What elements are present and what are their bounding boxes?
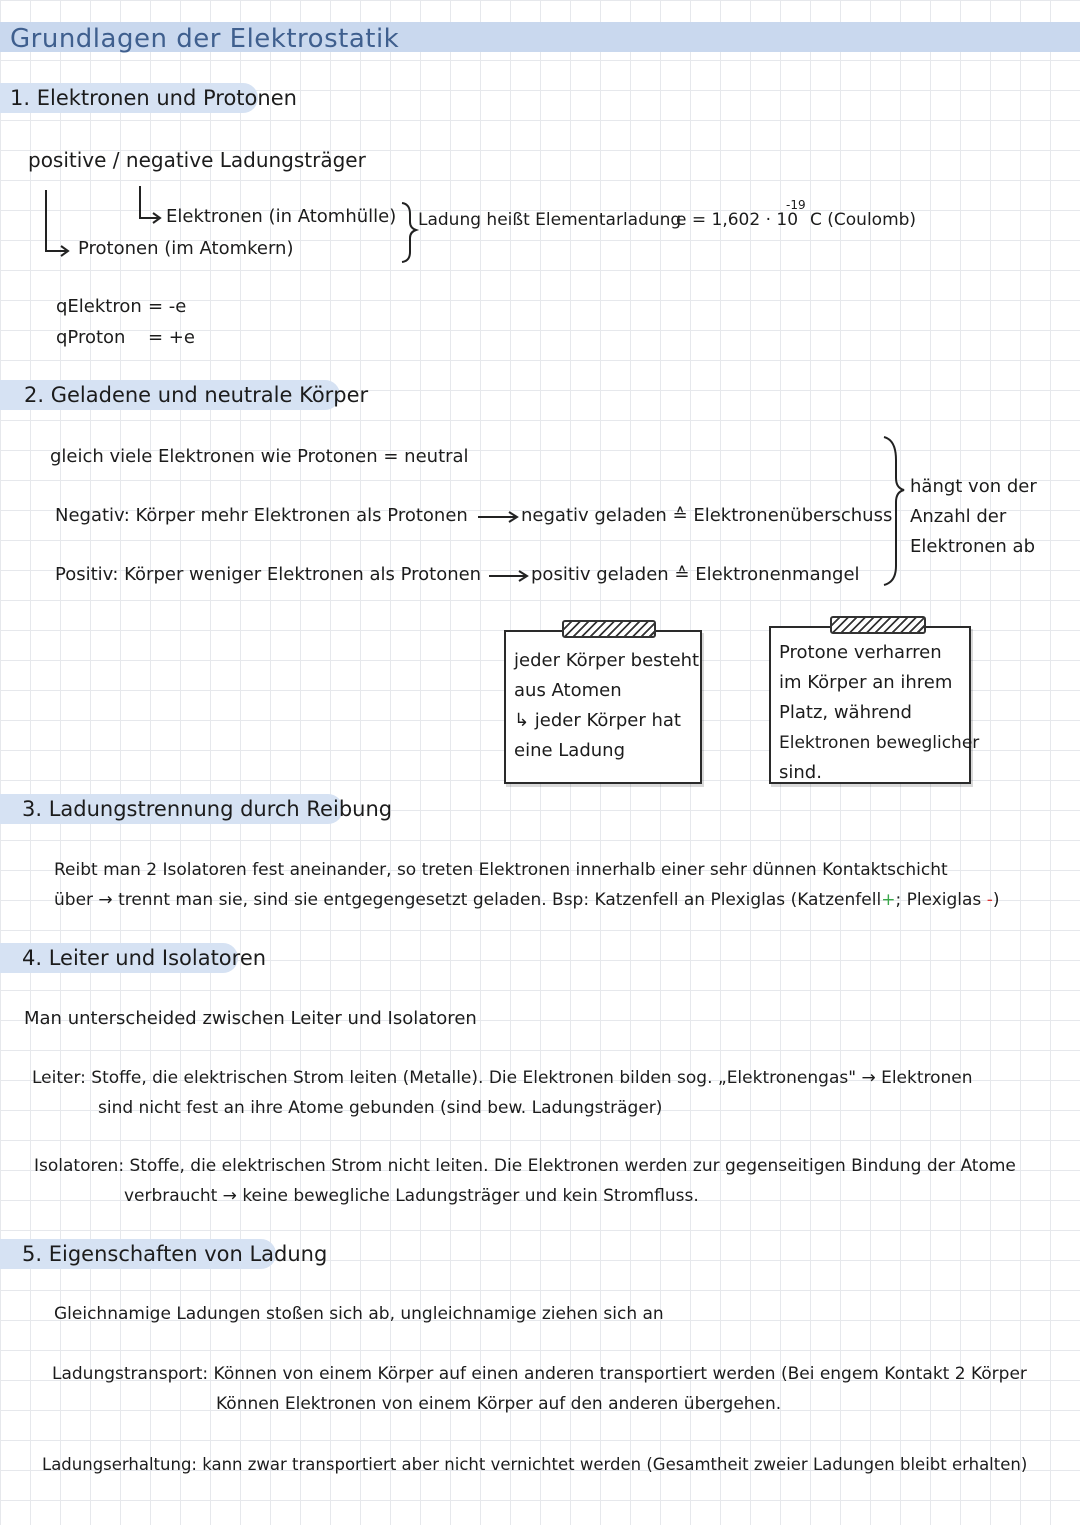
page-title: Grundlagen der Elektrostatik (10, 24, 400, 54)
note2-line: Protone verharren (779, 642, 942, 663)
s3-line-2-text: über → trennt man sie, sind sie entgegengesetzt geladen. Bsp: Katzenfell an Plexiglas (Katzenfell (54, 890, 882, 910)
negative-text: Negativ: Körper mehr Elektronen als Protonen (55, 505, 468, 526)
note1-line: ↳ jeder Körper hat (514, 710, 681, 731)
s5-paragraph-2a: Ladungstransport: Können von einem Körper auf einen anderen transportiert werden (Bei engem Kontakt 2 Körper (52, 1364, 1027, 1384)
s5-paragraph-1: Gleichnamige Ladungen stoßen sich ab, ungleichnamige ziehen sich an (54, 1304, 664, 1324)
section-4-heading: 4. Leiter und Isolatoren (22, 946, 267, 970)
q-electron-label: qElektron (56, 296, 142, 317)
side-note-1: hängt von der (910, 476, 1037, 497)
e-unit: C (Coulomb) (810, 210, 917, 230)
electrons-text: Elektronen (in Atomhülle) (166, 206, 397, 227)
s3-mid: ; Plexiglas (895, 890, 982, 910)
note2-line: Platz, während (779, 702, 912, 723)
tape-icon (830, 616, 926, 634)
note2-line: Elektronen beweglicher (779, 733, 980, 753)
negative-result: negativ geladen ≙ Elektronenüberschuss (521, 505, 893, 526)
note1-line: aus Atomen (514, 680, 622, 701)
carriers-text: positive / negative Ladungsträger (28, 148, 366, 172)
q-electron-value: = -e (148, 296, 187, 317)
minus-sign: - (986, 890, 993, 910)
note2-line: sind. (779, 762, 822, 783)
s3-line-2 (54, 890, 999, 910)
positive-text: Positiv: Körper weniger Elektronen als Protonen (55, 564, 482, 585)
note1-line: eine Ladung (514, 740, 626, 761)
s4-intro: Man unterscheided zwischen Leiter und Isolatoren (24, 1008, 477, 1029)
side-note-2: Anzahl der (910, 506, 1007, 527)
q-proton-value: = +e (148, 327, 195, 348)
section-1-heading: 1. Elektronen und Protonen (10, 86, 297, 110)
leiter-line-2: sind nicht fest an ihre Atome gebunden (sind bew. Ladungsträger) (98, 1098, 663, 1118)
sticky-note-protons (769, 626, 980, 784)
plus-sign: + (881, 890, 896, 910)
tape-icon (562, 620, 656, 638)
leiter-line-1: Leiter: Stoffe, die elektrischen Strom leiten (Metalle). Die Elektronen bilden sog. „Elektronengas" → Elektronen (32, 1068, 973, 1088)
section-3-heading: 3. Ladungstrennung durch Reibung (22, 797, 393, 821)
note2-line: im Körper an ihrem (779, 672, 953, 693)
isolator-line-2: verbraucht → keine bewegliche Ladungsträger und kein Stromfluss. (124, 1186, 699, 1206)
neutral-text: gleich viele Elektronen wie Protonen = neutral (50, 446, 469, 467)
s3-line-1: Reibt man 2 Isolatoren fest aneinander, so treten Elektronen innerhalb einer sehr dünnen Kontaktschicht (54, 860, 948, 880)
side-note-3: Elektronen ab (910, 536, 1036, 557)
positive-result: positiv geladen ≙ Elektronenmangel (531, 564, 860, 585)
section-5-heading: 5. Eigenschaften von Ladung (22, 1242, 328, 1266)
charge-text: Ladung heißt Elementarladung (418, 210, 682, 230)
section-2-heading: 2. Geladene und neutrale Körper (24, 383, 369, 407)
q-proton-label: qProton (56, 327, 126, 348)
protons-text: Protonen (im Atomkern) (78, 238, 294, 259)
s3-close: ) (992, 890, 1000, 910)
isolator-line-1: Isolatoren: Stoffe, die elektrischen Strom nicht leiten. Die Elektronen werden zur gegenseitigen Bindung der Atome (34, 1156, 1016, 1176)
sticky-note-atoms (504, 630, 702, 784)
note1-line: jeder Körper besteht (514, 650, 700, 671)
e-exponent: -19 (786, 198, 806, 212)
e-formula: e = 1,602 · 10 (676, 210, 799, 230)
s5-paragraph-2b: Können Elektronen von einem Körper auf den anderen übergehen. (216, 1394, 782, 1414)
s5-paragraph-3: Ladungserhaltung: kann zwar transportiert aber nicht vernichtet werden (Gesamtheit zweier Ladungen bleibt erhalten) (42, 1455, 1028, 1474)
